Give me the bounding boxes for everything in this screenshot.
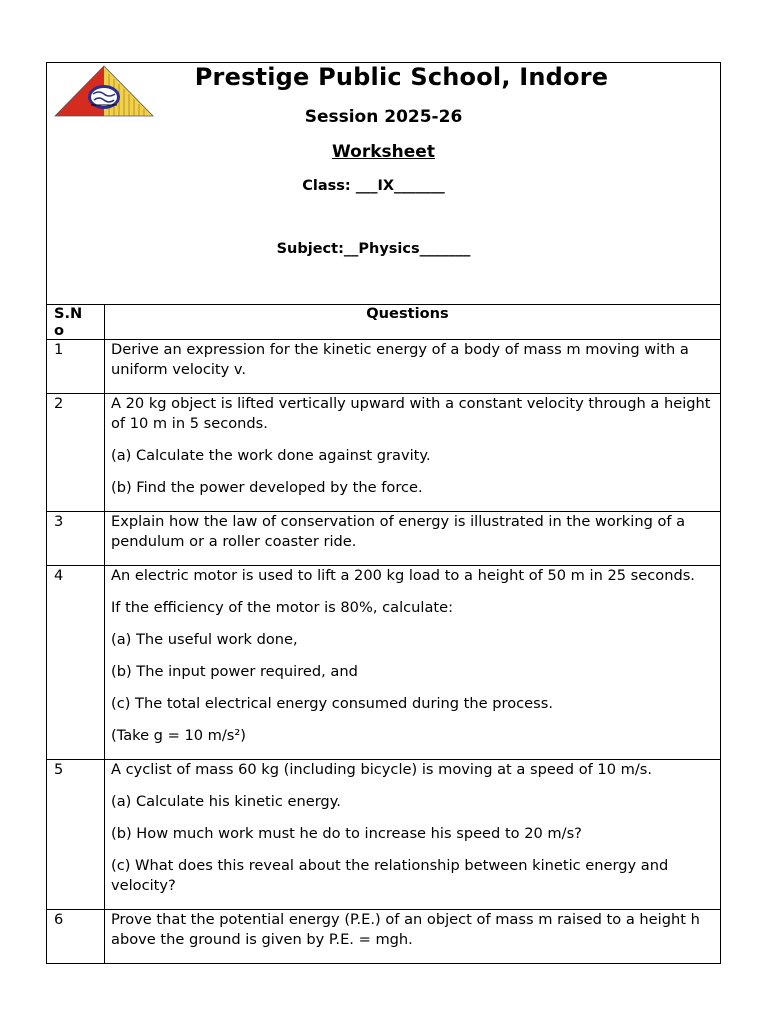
question-text: Derive an expression for the kinetic energy of a body of mass m moving with a uniform velocity v. — [111, 341, 689, 378]
school-name: Prestige Public School, Indore — [194, 63, 609, 91]
table-row — [47, 340, 720, 394]
question-text: (c) The total electrical energy consumed during the process. — [111, 695, 553, 712]
question-text: (b) How much work must he do to increase his speed to 20 m/s? — [111, 825, 582, 842]
question-text: (a) The useful work done, — [111, 631, 298, 648]
question-text: (a) Calculate the work done against gravity. — [111, 447, 431, 464]
worksheet-title: Worksheet — [332, 142, 435, 162]
question-number: 1 — [47, 340, 105, 394]
question-cell — [105, 910, 721, 964]
question-text: A cyclist of mass 60 kg (including bicycle) is moving at a speed of 10 m/s. — [111, 761, 653, 778]
question-number: 2 — [47, 394, 105, 512]
questions-table — [47, 305, 720, 963]
question-number: 4 — [47, 566, 105, 760]
worksheet-header — [47, 63, 720, 305]
question-text: A 20 kg object is lifted vertically upward with a constant velocity through a height of 10 m in 5 seconds. — [111, 395, 711, 432]
subject-line: Subject:__Physics_______ — [276, 241, 471, 257]
question-text: (Take g = 10 m/s²) — [111, 727, 246, 744]
question-cell — [105, 760, 721, 910]
question-cell — [105, 340, 721, 394]
table-row — [47, 512, 720, 566]
table-row — [47, 760, 720, 910]
questions-body — [47, 340, 720, 964]
question-number: 5 — [47, 760, 105, 910]
question-text: If the efficiency of the motor is 80%, calculate: — [111, 599, 454, 616]
question-text: An electric motor is used to lift a 200 kg load to a height of 50 m in 25 seconds. — [111, 567, 695, 584]
question-text: (b) The input power required, and — [111, 663, 358, 680]
table-row — [47, 394, 720, 512]
question-text: (c) What does this reveal about the relationship between kinetic energy and velocity? — [111, 857, 669, 894]
question-text: (b) Find the power developed by the force. — [111, 479, 423, 496]
table-row — [47, 910, 720, 964]
question-text: Prove that the potential energy (P.E.) of an object of mass m raised to a height h above the ground is given by P.E. = mgh. — [111, 911, 700, 948]
class-line: Class: ___IX_______ — [302, 178, 445, 194]
column-header-sno: S.No — [47, 305, 105, 340]
table-header-row — [47, 305, 720, 340]
question-cell — [105, 512, 721, 566]
question-number: 3 — [47, 512, 105, 566]
question-text: (a) Calculate his kinetic energy. — [111, 793, 341, 810]
question-cell — [105, 394, 721, 512]
session-title: Session 2025-26 — [304, 107, 463, 127]
question-number: 6 — [47, 910, 105, 964]
column-header-questions: Questions — [366, 305, 449, 322]
question-cell — [105, 566, 721, 760]
worksheet-sheet — [46, 62, 721, 964]
question-text: Explain how the law of conservation of energy is illustrated in the working of a pendulum or a roller coaster ride. — [111, 513, 686, 550]
table-row — [47, 566, 720, 760]
